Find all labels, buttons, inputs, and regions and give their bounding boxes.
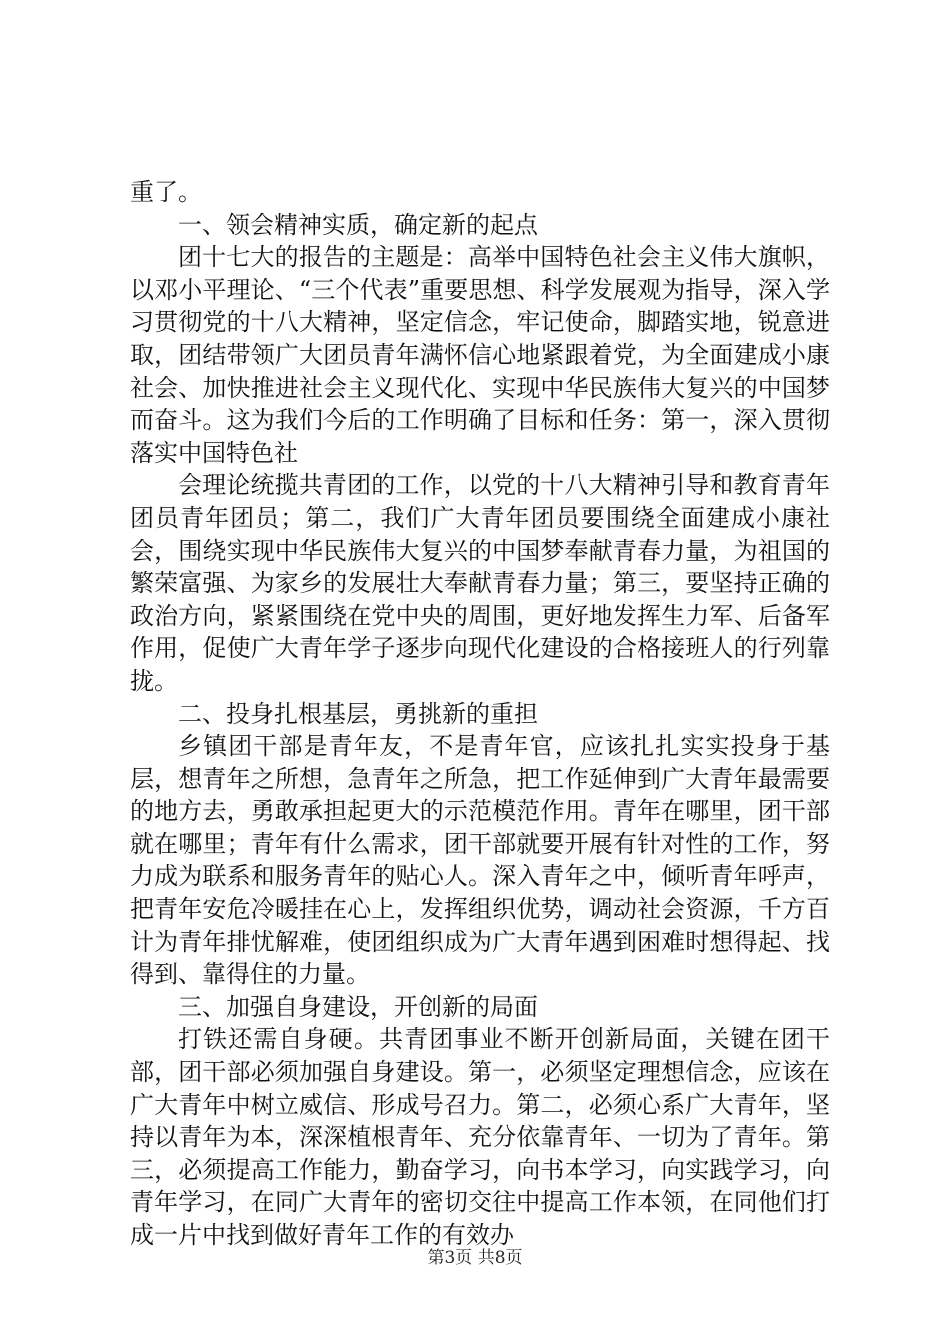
section-heading-1: 一、领会精神实质，确定新的起点 bbox=[178, 210, 538, 239]
paragraph: 会理论统揽共青团的工作，以党的十八大精神引导和教育青年团员青年团员；第二，我们广大青年团员要围绕全面建成小康社会，围绕实现中华民族伟大复兴的中国梦奉献青春力量，为祖国的繁荣富强、为家乡的发展壮大奉献青春力量；第三，要坚持正确的政治方向，紧紧围绕在党中央的周围，更好地发挥生力军、后备军作用，促使广大青年学子逐步向现代化建设的合格接班人的行列靠拢。 bbox=[130, 471, 830, 695]
paragraph: 乡镇团干部是青年友，不是青年官，应该扎扎实实投身于基层，想青年之所想，急青年之所急，把工作延伸到广大青年最需要的地方去，勇敢承担起更大的示范模范作用。青年在哪里，团干部就在哪里；青年有什么需求，团干部就要开展有针对性的工作，努力成为联系和服务青年的贴心人。深入青年之中，倾听青年呼声，把青年安危冷暖挂在心上，发挥组织优势，调动社会资源，千方百计为青年排忧解难，使团组织成为广大青年遇到困难时想得起、找得到、靠得住的力量。 bbox=[130, 732, 830, 989]
paragraph-continuation: 重了。 bbox=[130, 178, 202, 206]
paragraph: 打铁还需自身硬。共青团事业不断开创新局面，关键在团干部，团干部必须加强自身建设。第一，必须坚定理想信念，应该在广大青年中树立威信、形成号召力。第二，必须心系广大青年，坚持以青年为本，深深植根青年、充分依靠青年、一切为了青年。第三，必须提高工作能力，勤奋学习，向书本学习，向实践学习，向青年学习，在同广大青年的密切交往中提高工作本领，在同他们打成一片中找到做好青年工作的有效办 bbox=[130, 1025, 830, 1249]
section-heading-2: 二、投身扎根基层，勇挑新的重担 bbox=[178, 699, 538, 728]
document-body bbox=[130, 176, 830, 1252]
page-number-footer: 第3页 共8页 bbox=[427, 1248, 523, 1268]
section-heading-3: 三、加强自身建设，开创新的局面 bbox=[178, 992, 538, 1021]
paragraph: 团十七大的报告的主题是：高举中国特色社会主义伟大旗帜，以邓小平理论、“三个代表”重要思想、科学发展观为指导，深入学习贯彻党的十八大精神，坚定信念，牢记使命，脚踏实地，锐意进取，团结带领广大团员青年满怀信心地紧跟着党，为全面建成小康社会、加快推进社会主义现代化、实现中华民族伟大复兴的中国梦而奋斗。这为我们今后的工作明确了目标和任务：第一，深入贯彻落实中国特色社 bbox=[130, 243, 830, 467]
